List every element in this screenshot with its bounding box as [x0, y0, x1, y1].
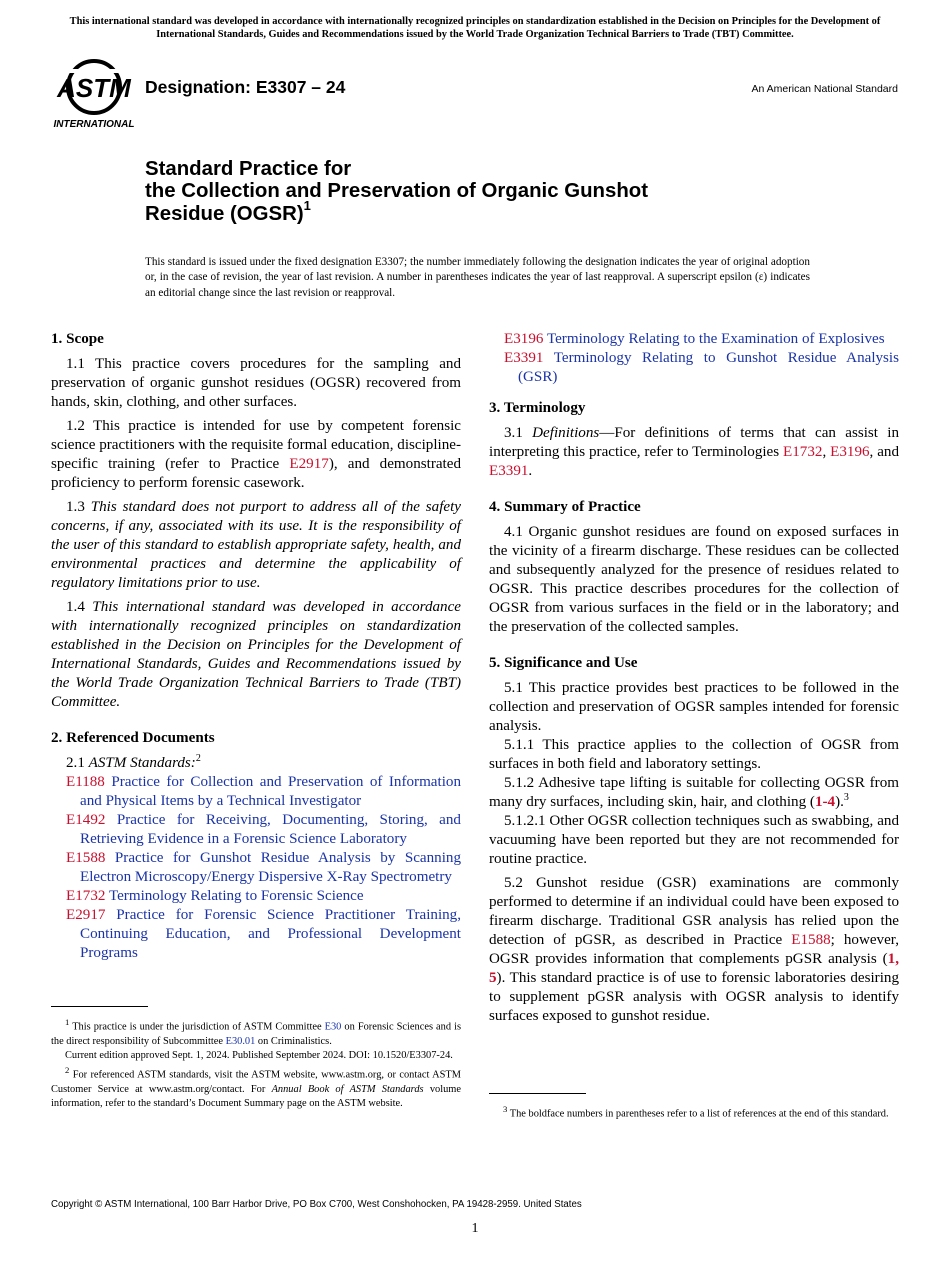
paragraph-5-1-2-1: 5.1.2.1 Other OGSR collection techniques such as swabbing, and vacuuming have been reported but they are not recommended for routine practice. — [489, 813, 899, 867]
section-heading-significance: 5. Significance and Use — [489, 655, 638, 671]
citation-1-4[interactable]: 1-4 — [814, 794, 836, 810]
paragraph-5-1: 5.1 This practice provides best practices to be followed in the collection and preservation of OGSR samples intended for forensic analysis. — [489, 680, 899, 734]
copyright: Copyright © ASTM International, 100 Barr Harbor Drive, PO Box C700, West Conshohocken, PA 19428-2959. United States — [51, 1199, 582, 1210]
svg-text:ASTM: ASTM — [57, 73, 131, 103]
ref-item[interactable]: E3196 Terminology Relating to the Examination of Explosives — [504, 331, 885, 347]
title-line-2: the Collection and Preservation of Organic Gunshot — [145, 180, 649, 203]
paragraph-1-3: 1.3 This standard does not purport to address all of the safety concerns, if any, associated with its use. It is the responsibility of the user of this standard to establish appropriate safety, health, and environmental practices and determine the applicability of regulatory limitations prior to use. — [51, 499, 462, 591]
ref-item[interactable]: E1188 Practice for Collection and Preservation of Information and Physical Items by a Technical Investigator — [66, 774, 461, 809]
ref-item[interactable]: E1492 Practice for Receiving, Documenting, Storing, and Retrieving Evidence in a Forensic Science Laboratory — [66, 812, 461, 847]
right-column — [489, 330, 899, 1031]
section-heading-terminology: 3. Terminology — [489, 400, 586, 416]
citation-1-5[interactable]: 1, 5 — [489, 951, 899, 986]
footnote-2: $^2$ For referenced ASTM standards, visit the ASTM website, www.astm.org, or contact ASTM Customer Service at www.astm.org/contact. For Annual Book of ASTM Standards volume information, refer to the standard’s Document Summary page on the ASTM website. — [51, 1065, 461, 1109]
footnote-1: $^1$ This practice is under the jurisdiction of ASTM Committee E30 on Forensic Sciences and is the direct responsibility of Subcommittee E30.01 on Criminalistics. — [51, 1017, 461, 1047]
footnote-rule — [51, 1006, 148, 1007]
american-national-standard-label: An American National Standard — [751, 83, 898, 95]
ref-item[interactable]: E1732 Terminology Relating to Forensic Science — [66, 888, 364, 904]
paragraph-1-2: 1.2 This practice is intended for use by competent forensic science practitioners with the requisite formal education, discipline-specific training (refer to Practice E2917), and demonstrated proficiency to perform forensic casework. — [51, 418, 461, 491]
page-number: 1 — [471, 1221, 479, 1236]
issue-note: This standard is issued under the fixed designation E3307; the number immediately following the designation indicates the year of original adoption or, in the case of revision, the year of last revision. A number in parentheses indicates the year of last reapproval. A superscript epsilon (ε) indicates an editorial change since the last revision or reapproval. — [145, 256, 810, 299]
ref-item[interactable]: E3391 Terminology Relating to Gunshot Residue Analysis (GSR) — [504, 350, 899, 385]
left-column — [51, 330, 461, 963]
paragraph-2-1: 2.1 ASTM Standards:$^2$ — [66, 752, 201, 771]
paragraph-5-2: 5.2 Gunshot residue (GSR) examinations are commonly performed to determine if an individual could have been exposed to firearm discharge. Traditional GSR analysis has relied upon the detection of pGSR, as described in Practice E1588; however, OGSR provides information that complements pGSR analysis (1, 5). This standard practice is of use to forensic laboratories desiring to supplement pGSR analysis with OGSR analysis to identify surfaces exposed to gunshot residue. — [489, 875, 899, 1024]
ref-item[interactable]: E1588 Practice for Gunshot Residue Analysis by Scanning Electron Microscopy/Energy Dispersive X-Ray Spectrometry — [66, 850, 462, 885]
link-e1732[interactable]: E1732 — [783, 444, 823, 460]
ref-item[interactable]: E2917 Practice for Forensic Science Practitioner Training, Continuing Education, and Professional Development Programs — [66, 907, 461, 961]
section-heading-scope: 1. Scope — [51, 331, 104, 347]
wto-notice: This international standard was developed in accordance with internationally recognized principles on standardization established in the Decision on Principles for the Development of International Standards, Guides and Recommendations issued by the World Trade Organization Technical Barriers to Trade (TBT) Committee. — [69, 16, 881, 40]
paragraph-4-1: 4.1 Organic gunshot residues are found on exposed surfaces in the vicinity of a firearm discharge. These residues can be collected and subsequently analyzed for the presence of residues related to OGSR. This practice describes procedures for the collection of OGSR from various surfaces in the field or in the laboratory; and the preservation of the collected samples. — [489, 524, 899, 635]
paragraph-1-4: 1.4 This international standard was developed in accordance with internationally recognized principles on standardization established in the Decision on Principles for the Development of International Standards, Guides and Recommendations issued by the World Trade Organization Technical Barriers to Trade (TBT) Committee. — [51, 599, 462, 710]
link-e30-01[interactable]: E30.01 — [225, 1035, 256, 1047]
link-e3391[interactable]: E3391 — [489, 463, 529, 479]
paragraph-1-1: 1.1 This practice covers procedures for the sampling and preservation of organic gunshot residues (OGSR) recovered from hands, skin, clothing, and other surfaces. — [51, 356, 461, 410]
title-line-3: Residue (OGSR)$^1$ — [145, 198, 311, 225]
link-e1588[interactable]: E1588 — [791, 932, 831, 948]
paragraph-5-1-2: 5.1.2 Adhesive tape lifting is suitable for collecting OGSR from many dry surfaces, including skin, hair, and clothing (1-4).$^3$ — [489, 775, 899, 810]
footnote-1-edition: Current edition approved Sept. 1, 2024. Published September 2024. DOI: 10.1520/E3307-24. — [65, 1049, 453, 1061]
link-e30[interactable]: E30 — [324, 1021, 342, 1033]
designation: Designation: E3307 – 24 — [145, 77, 346, 97]
astm-international-logo-icon — [52, 57, 136, 131]
link-e3196[interactable]: E3196 — [830, 444, 870, 460]
logo-wordmark: INTERNATIONAL — [53, 119, 135, 130]
title-footnote-mark: 1 — [303, 198, 311, 214]
title-line-1: Standard Practice for — [145, 158, 352, 180]
section-heading-summary: 4. Summary of Practice — [489, 499, 641, 515]
section-heading-referenced-documents: 2. Referenced Documents — [51, 730, 215, 746]
footnote-3: $^3$ The boldface numbers in parentheses refer to a list of references at the end of this standard. — [503, 1104, 889, 1120]
footnotes-right — [489, 1093, 899, 1122]
footnote-rule — [489, 1093, 586, 1094]
link-e2917[interactable]: E2917 — [289, 456, 329, 472]
footnotes-left — [51, 1006, 461, 1111]
paragraph-5-1-1: 5.1.1 This practice applies to the collection of OGSR from surfaces in both field and laboratory settings. — [489, 737, 899, 772]
document-title — [145, 158, 648, 225]
paragraph-3-1: 3.1 Definitions—For definitions of terms that can assist in interpreting this practice, refer to Terminologies E1732, E3196, and E3391. — [489, 425, 900, 479]
